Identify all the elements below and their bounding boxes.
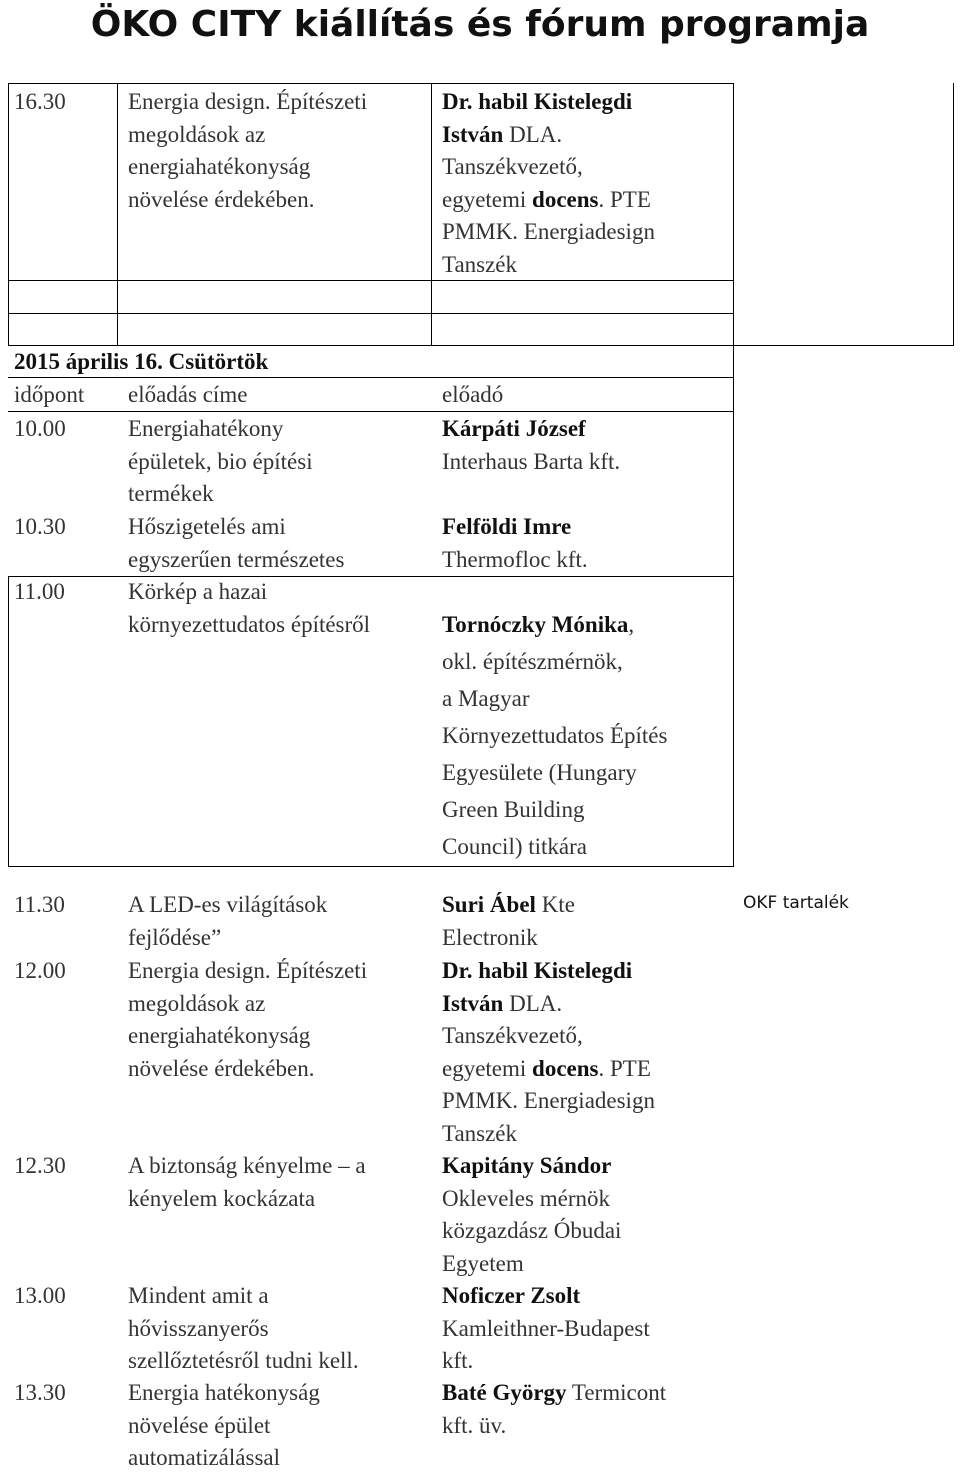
table-border bbox=[953, 83, 954, 345]
time-cell: 11.00 bbox=[14, 579, 65, 604]
table-border bbox=[8, 411, 733, 412]
header-title: előadás címe bbox=[128, 382, 248, 407]
table-border bbox=[733, 345, 734, 867]
title-cell: Energia design. Építészeti megoldások az energiahatékonyság növelése érdekében. bbox=[128, 89, 368, 212]
speaker-cell: Kapitány Sándor Okleveles mérnök közgazdász Óbudai Egyetem bbox=[442, 1153, 622, 1276]
table-border bbox=[8, 83, 9, 345]
speaker-cell: Suri Ábel Kte Electronik bbox=[442, 892, 575, 950]
speaker-cell: Felföldi Imre Thermofloc kft. bbox=[442, 514, 588, 572]
speaker-cell: Tornóczky Mónika, okl. építészmérnök, a Magyar Környezettudatos Építés Egyesülete (Hungary Green Building Council) titkára bbox=[442, 612, 668, 859]
time-cell: 16.30 bbox=[14, 89, 66, 114]
speaker-cell: Dr. habil Kistelegdi István DLA. Tanszékvezető, egyetemi docens. PTE PMMK. Energiadesign Tanszék bbox=[442, 89, 655, 277]
note-cell: OKF tartalék bbox=[743, 893, 849, 913]
table-border bbox=[8, 577, 9, 867]
title-cell: Energia design. Építészeti megoldások az energiahatékonyság növelése érdekében. bbox=[128, 958, 368, 1081]
speaker-cell: Dr. habil Kistelegdi István DLA. Tanszékvezető, egyetemi docens. PTE PMMK. Energiadesign Tanszék bbox=[442, 958, 655, 1146]
time-cell: 13.30 bbox=[14, 1380, 66, 1405]
speaker-cell: Kárpáti József Interhaus Barta kft. bbox=[442, 416, 621, 474]
table-border bbox=[431, 83, 432, 345]
page-title: ÖKO CITY kiállítás és fórum programja bbox=[90, 4, 870, 45]
header-speaker: előadó bbox=[442, 382, 504, 407]
day-heading: 2015 április 16. Csütörtök bbox=[14, 349, 269, 374]
speaker-cell: Baté György Termicont kft. üv. bbox=[442, 1380, 667, 1438]
title-cell: Hőszigetelés ami egyszerűen természetes bbox=[128, 514, 345, 572]
title-cell: A LED-es világítások fejlődése” bbox=[128, 892, 328, 950]
time-cell: 10.30 bbox=[14, 514, 66, 539]
title-cell: Körkép a hazai környezettudatos építésről bbox=[128, 579, 371, 637]
time-cell: 13.00 bbox=[14, 1283, 66, 1308]
time-cell: 12.30 bbox=[14, 1153, 66, 1178]
header-time: időpont bbox=[14, 382, 85, 407]
time-cell: 10.00 bbox=[14, 416, 66, 441]
title-cell: Mindent amit a hővisszanyerős szellőztetésről tudni kell. bbox=[128, 1283, 359, 1373]
time-cell: 12.00 bbox=[14, 958, 66, 983]
table-border bbox=[8, 866, 733, 867]
table-border bbox=[733, 83, 734, 345]
title-cell: Energia hatékonyság növelése épület automatizálással bbox=[128, 1380, 320, 1470]
time-cell: 11.30 bbox=[14, 892, 65, 917]
speaker-cell: Noficzer Zsolt Kamleithner-Budapest kft. bbox=[442, 1283, 650, 1373]
table-border bbox=[117, 83, 118, 345]
title-cell: A biztonság kényelme – a kényelem kockázata bbox=[128, 1153, 366, 1211]
title-cell: Energiahatékony épületek, bio építési termékek bbox=[128, 416, 313, 506]
